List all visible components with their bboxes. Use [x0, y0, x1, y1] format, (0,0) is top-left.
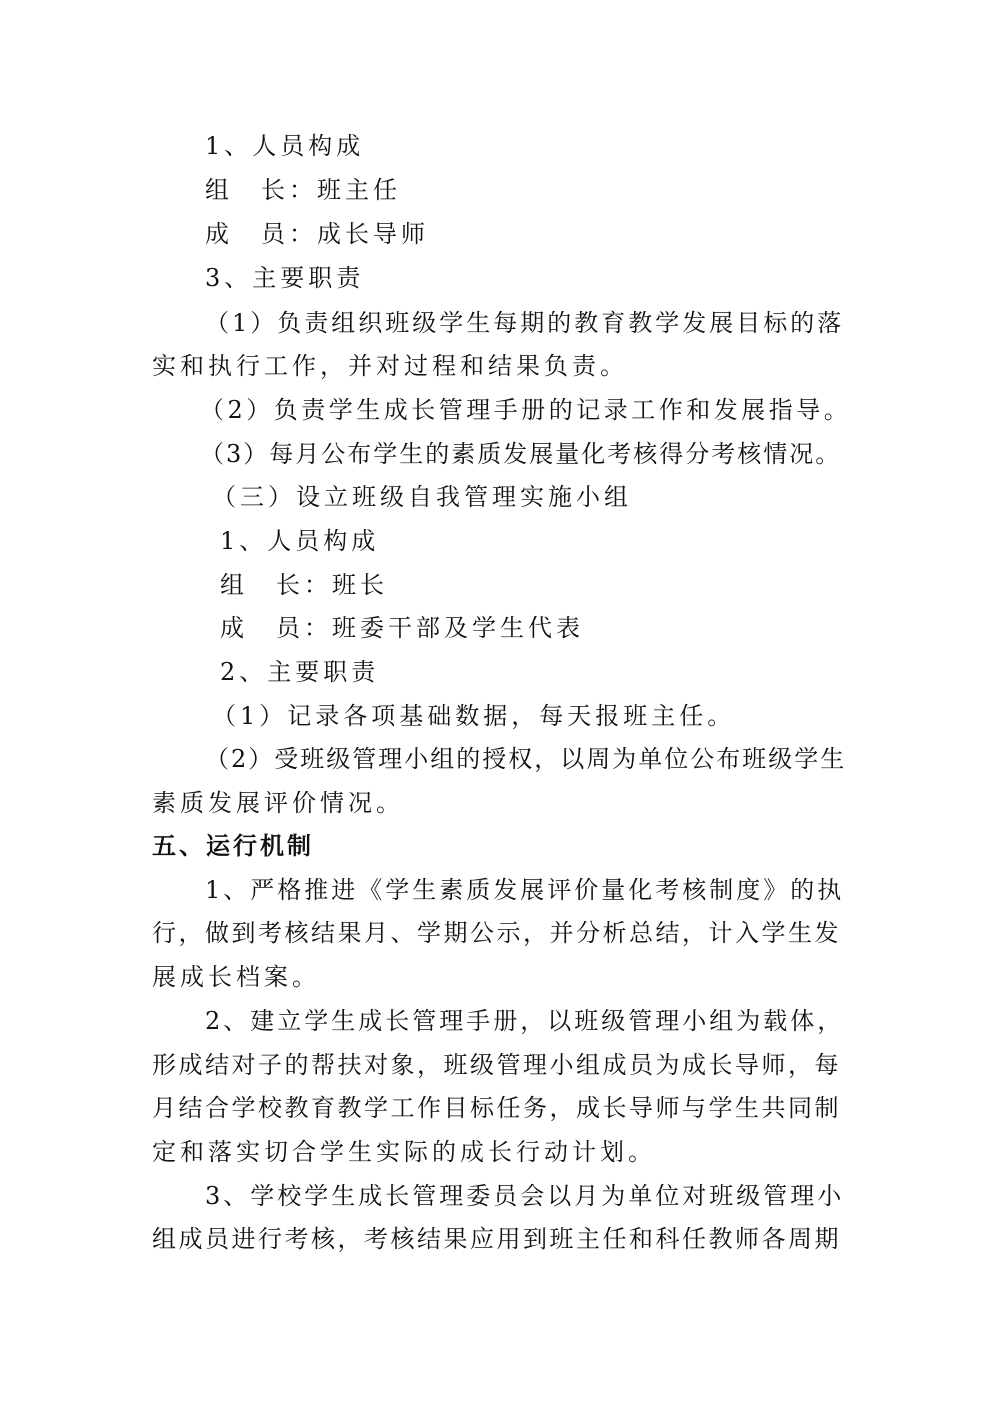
text-line: 2、主要职责 [220, 658, 380, 686]
text-line: 3、主要职责 [205, 264, 365, 292]
chapter-heading: 五、运行机制 [152, 832, 314, 860]
text-line: 展成长档案。 [152, 963, 320, 991]
text-line: 1、严格推进《学生素质发展评价量化考核制度》的执 [205, 876, 845, 904]
section-heading: （三）设立班级自我管理实施小组 [212, 483, 632, 511]
text-line: （3）每月公布学生的素质发展量化考核得分考核情况。 [200, 440, 842, 468]
text-line: （2）受班级管理小组的授权，以周为单位公布班级学生 [205, 745, 847, 773]
text-line: 素质发展评价情况。 [152, 789, 404, 817]
text-line: 成 员：班委干部及学生代表 [220, 614, 584, 642]
text-line: 组 长：班主任 [205, 176, 401, 204]
text-line: （2）负责学生成长管理手册的记录工作和发展指导。 [200, 396, 852, 424]
text-line: 组 长：班长 [220, 571, 388, 599]
text-line: 组成员进行考核，考核结果应用到班主任和科任教师各周期 [152, 1225, 841, 1253]
text-line: 行，做到考核结果月、学期公示，并分析总结，计入学生发 [152, 919, 841, 947]
text-line: 月结合学校教育教学工作目标任务，成长导师与学生共同制 [152, 1094, 841, 1122]
text-line: 1、人员构成 [205, 132, 365, 160]
text-line: （1）负责组织班级学生每期的教育教学发展目标的落 [205, 309, 845, 337]
text-line: 定和落实切合学生实际的成长行动计划。 [152, 1138, 656, 1166]
text-line: 实和执行工作，并对过程和结果负责。 [152, 352, 628, 380]
text-line: 3、学校学生成长管理委员会以月为单位对班级管理小 [205, 1182, 845, 1210]
text-line: 形成结对子的帮扶对象，班级管理小组成员为成长导师，每 [152, 1051, 841, 1079]
text-line: （1）记录各项基础数据，每天报班主任。 [212, 702, 736, 730]
text-line: 1、人员构成 [220, 527, 380, 555]
text-line: 成 员：成长导师 [205, 220, 429, 248]
text-line: 2、建立学生成长管理手册，以班级管理小组为载体， [205, 1007, 845, 1035]
